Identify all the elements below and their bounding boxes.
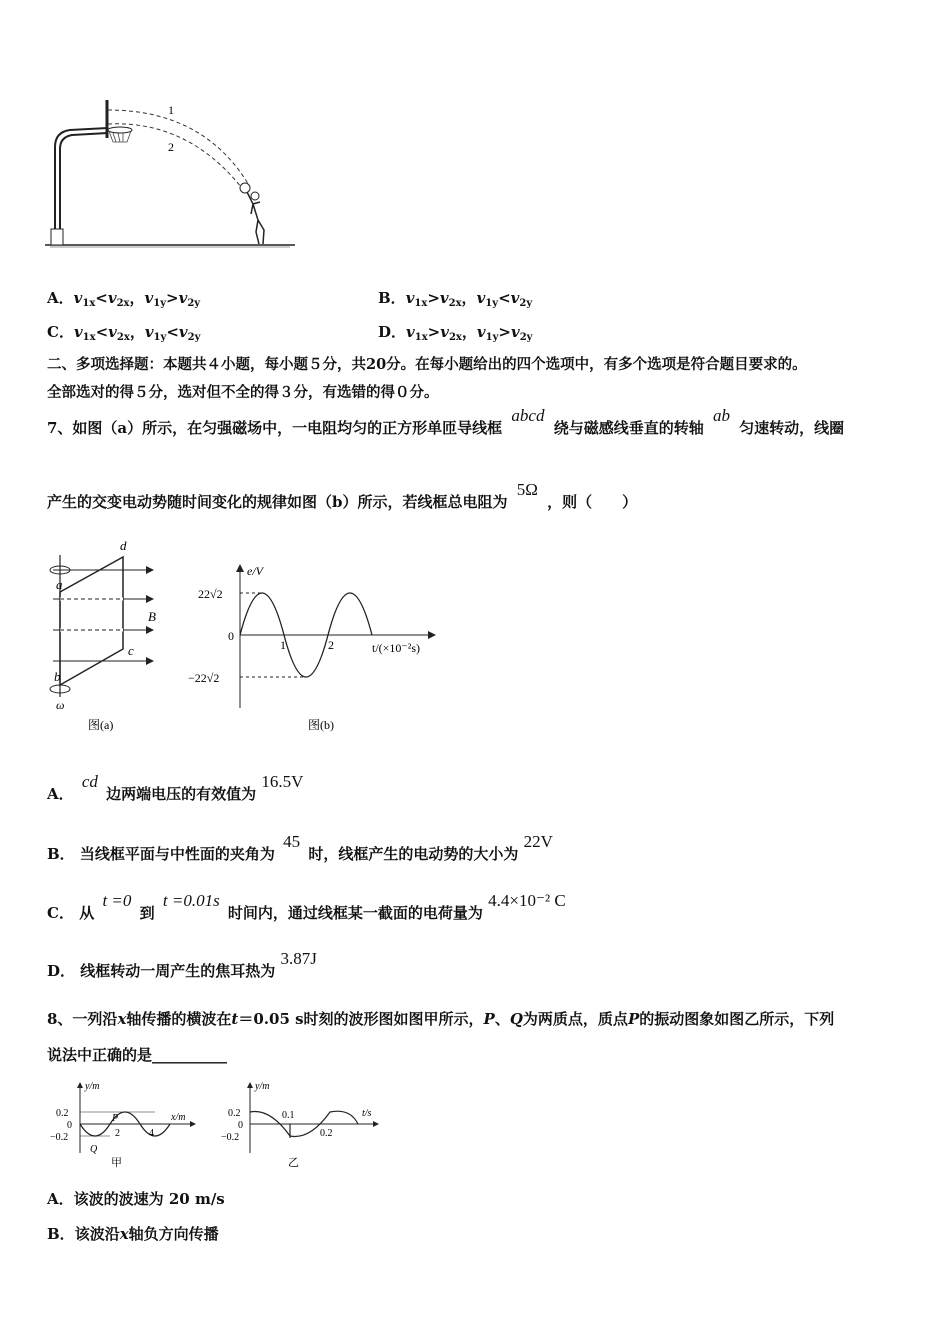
axis-symbol: ab — [712, 406, 730, 425]
symbol: P — [483, 1010, 495, 1028]
label-d: d — [120, 538, 127, 553]
option-letter: A． — [47, 289, 74, 307]
option-text: 线框转动一周产生的焦耳热为 — [80, 962, 276, 980]
option-value: 4.4×10⁻² C — [488, 891, 566, 910]
q8-text: 的振动图象如图乙所示，下列 — [639, 1010, 835, 1028]
jia-ym: −0.2 — [50, 1132, 69, 1143]
q7-figure-a — [48, 537, 168, 737]
option-letter: A． — [47, 1190, 74, 1208]
option-text: 时，线框产生的电动势的大小为 — [308, 845, 519, 863]
relation: < — [95, 289, 108, 307]
symbol: v — [510, 289, 520, 307]
jia-caption: 甲 — [111, 1157, 122, 1169]
subscript: 1x — [414, 298, 428, 309]
jia-x4: 4 — [149, 1128, 154, 1139]
label-omega: ω — [56, 698, 65, 712]
q8-text: 轴传播的横波在 — [126, 1010, 232, 1028]
q8-text: 为两质点，质点 — [522, 1010, 628, 1028]
q8-stem-line-2: 说法中正确的是__________ — [47, 1046, 228, 1064]
q8-text: 8、一列沿 — [47, 1010, 118, 1028]
option-letter: C． — [47, 323, 74, 341]
option-text: 时间内，通过线框某一截面的电荷量为 — [227, 904, 483, 922]
subscript: 2y — [519, 332, 533, 343]
yi-y1: 0.2 — [228, 1108, 241, 1119]
q7-text: 绕与磁感线垂直的转轴 — [553, 419, 704, 437]
symbol: t — [231, 1010, 239, 1028]
yi-t2: 0.2 — [320, 1128, 333, 1139]
symbol: v — [144, 289, 154, 307]
subscript: 1x — [82, 332, 96, 343]
relation: > — [427, 289, 440, 307]
q7-stem-line-1 — [47, 406, 845, 438]
separator: ， — [129, 323, 145, 341]
q7-text: ，则（ ） — [547, 493, 638, 511]
option-letter: B． — [47, 845, 75, 863]
symbol: v — [476, 289, 486, 307]
subscript: 2y — [187, 332, 201, 343]
symbol: v — [510, 323, 520, 341]
relation: > — [166, 289, 179, 307]
jia-P: P — [112, 1113, 119, 1124]
relation: < — [166, 323, 179, 341]
trajectory-label-2: 2 — [168, 140, 174, 154]
option-letter: B． — [47, 1225, 75, 1243]
fig-b-origin: 0 — [228, 629, 234, 643]
option-value: 22V — [523, 832, 553, 851]
yi-caption: 乙 — [288, 1157, 299, 1169]
subscript: 2x — [448, 332, 462, 343]
q7-text: 匀速转动，线圈 — [739, 419, 845, 437]
symbol: v — [108, 323, 117, 341]
symbol: v — [144, 323, 154, 341]
fig-b-xlabel: t/(×10⁻²s) — [372, 641, 421, 655]
jia-xlabel: x/m — [171, 1112, 186, 1123]
frame-symbol: abcd — [511, 406, 545, 425]
time-end: t =0.01s — [162, 891, 220, 910]
symbol: x — [119, 1225, 129, 1243]
trajectory-label-1: 1 — [168, 103, 174, 117]
symbol: v — [178, 323, 188, 341]
fig-a-caption: 图(a) — [88, 718, 114, 732]
option-letter: A． — [47, 785, 74, 803]
resistance-value: 5Ω — [516, 480, 538, 499]
relation: > — [498, 323, 511, 341]
separator: ， — [461, 289, 477, 307]
yi-y0: 0 — [238, 1120, 243, 1131]
q6-option-c[interactable] — [47, 321, 200, 343]
symbol: P — [627, 1010, 640, 1028]
option-letter: D． — [378, 323, 407, 341]
symbol: v — [107, 289, 117, 307]
label-a: a — [56, 577, 63, 592]
symbol: x — [117, 1010, 127, 1028]
option-text: 从 — [79, 904, 95, 922]
option-text: 到 — [139, 904, 155, 922]
q6-option-a[interactable] — [47, 287, 200, 309]
label-c: c — [128, 643, 134, 658]
option-letter: D． — [47, 962, 76, 980]
option-text: 边两端电压的有效值为 — [106, 785, 257, 803]
option-text: 当线框平面与中性面的夹角为 — [79, 845, 275, 863]
subscript: 1y — [153, 298, 167, 309]
symbol: Q — [509, 1010, 523, 1028]
subscript: 1y — [485, 332, 499, 343]
q8-text: ＝0.05 s时刻的波形图如图甲所示， — [238, 1010, 484, 1028]
subscript: 2y — [519, 298, 533, 309]
relation: > — [427, 323, 441, 341]
fig-b-ymax: 22√2 — [198, 587, 223, 601]
option-value: 16.5V — [261, 772, 304, 791]
subscript: 1x — [414, 332, 428, 343]
subscript: 2y — [187, 298, 201, 309]
section-2-line-1: 二、多项选择题：本题共４小题，每小题５分，共20分。在每小题给出的四个选项中，有多个选项是符合题目要求的。 — [47, 356, 807, 373]
relation: < — [498, 289, 511, 307]
q7-figure-b — [180, 560, 450, 735]
jia-y0: 0 — [67, 1120, 72, 1131]
option-text: 该波沿 — [74, 1225, 120, 1243]
symbol: v — [406, 323, 415, 341]
q7-option-a[interactable] — [47, 772, 304, 804]
subscript: 1y — [153, 332, 167, 343]
fig-b-caption: 图(b) — [308, 718, 334, 732]
label-B: B — [148, 609, 156, 624]
q7-text: 产生的交变电动势随时间变化的规律如图（b）所示，若线框总电阻为 — [47, 493, 508, 511]
yi-xlabel: t/s — [362, 1108, 372, 1119]
yi-ylabel: y/m — [255, 1081, 270, 1092]
time-start: t =0 — [102, 891, 132, 910]
q8-stem-line-1 — [47, 1008, 834, 1029]
fig-b-ylabel: e/V — [247, 564, 263, 578]
option-letter: B． — [378, 289, 406, 307]
jia-x2: 2 — [115, 1128, 120, 1139]
label-b: b — [54, 669, 61, 684]
q6-option-d[interactable] — [378, 321, 532, 343]
option-letter: C． — [47, 904, 74, 922]
option-text: 轴负方向传播 — [128, 1225, 219, 1243]
option-value: 3.87J — [280, 949, 317, 968]
q7-option-b[interactable] — [47, 832, 553, 864]
q8-option-b[interactable] — [47, 1223, 219, 1244]
subscript: 2x — [116, 332, 130, 343]
subscript: 1y — [485, 298, 499, 309]
edge-symbol: cd — [81, 772, 98, 791]
separator: ， — [461, 323, 477, 341]
relation: < — [95, 323, 109, 341]
fig-b-tick-1: 1 — [280, 638, 286, 652]
q6-option-b[interactable] — [378, 287, 532, 309]
symbol: v — [440, 323, 449, 341]
symbol: v — [476, 323, 486, 341]
symbol: v — [73, 289, 83, 307]
q7-option-d[interactable] — [47, 949, 317, 981]
separator: 、 — [494, 1010, 510, 1028]
fig-b-ymin: −22√2 — [188, 671, 220, 685]
symbol: v — [178, 289, 188, 307]
q8-option-a[interactable] — [47, 1188, 225, 1209]
jia-ylabel: y/m — [85, 1081, 100, 1092]
q7-stem-line-2 — [47, 480, 638, 512]
jia-y1: 0.2 — [56, 1108, 69, 1119]
yi-t1: 0.1 — [282, 1110, 295, 1121]
q7-option-c[interactable] — [47, 891, 566, 923]
fig-b-tick-2: 2 — [328, 638, 334, 652]
option-text: 该波的波速为 20 m/s — [73, 1190, 225, 1208]
basketball-figure — [40, 92, 300, 252]
q8-figure-jia — [45, 1078, 205, 1170]
angle-value: 45 — [283, 832, 301, 851]
section-2-line-2: 全部选对的得５分，选对但不全的得３分，有选错的得０分。 — [47, 384, 439, 401]
q7-text: 7、如图（a）所示，在匀强磁场中，一电阻均匀的正方形单匝导线框 — [47, 419, 503, 437]
jia-Q: Q — [90, 1144, 98, 1155]
subscript: 2x — [448, 298, 462, 309]
separator: ， — [129, 289, 145, 307]
symbol: v — [439, 289, 449, 307]
symbol: v — [73, 323, 83, 341]
yi-ym: −0.2 — [221, 1132, 240, 1143]
symbol: v — [405, 289, 415, 307]
q8-figure-yi — [220, 1078, 385, 1170]
subscript: 2x — [116, 298, 130, 309]
subscript: 1x — [82, 298, 96, 309]
